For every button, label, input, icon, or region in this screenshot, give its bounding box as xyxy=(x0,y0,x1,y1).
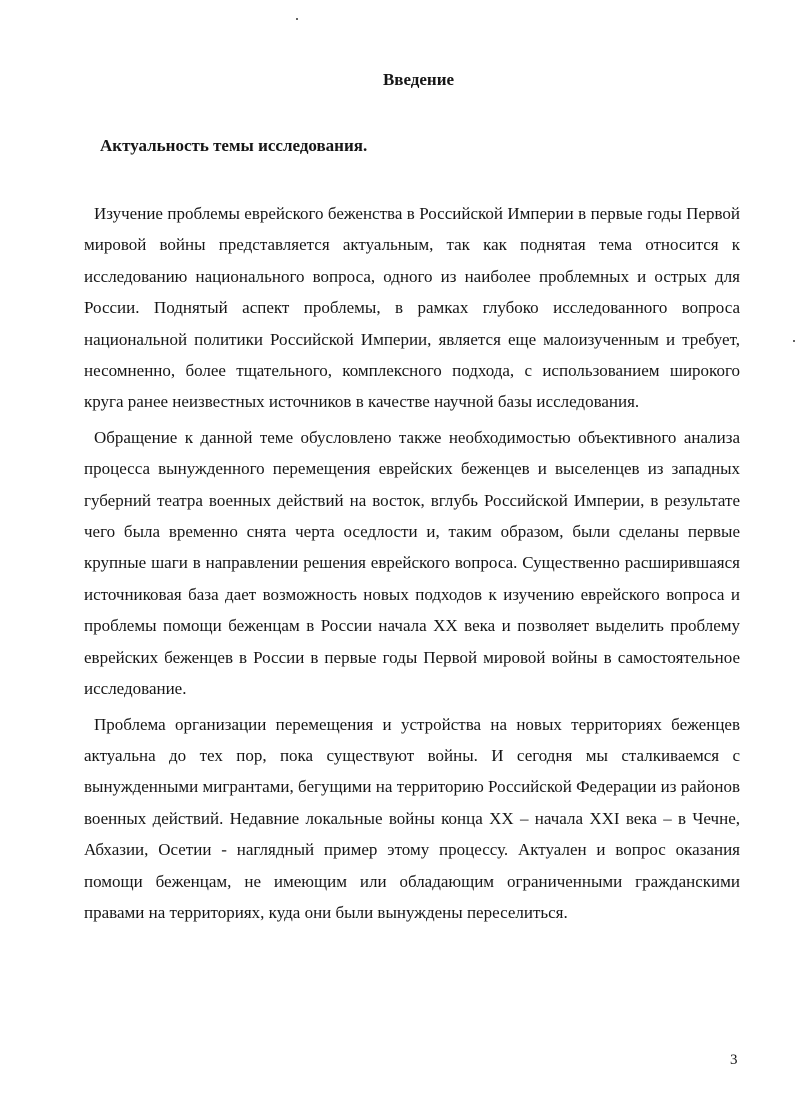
scan-speck xyxy=(296,18,298,20)
paragraph: Проблема организации перемещения и устройства на новых территориях беженцев актуальна до тех пор, пока существуют войны. И сегодня мы сталкиваемся с вынужденными мигрантами, бегущими на территорию Российской Федерации из районов военных действий. Недавние локальные войны конца XX – начала XXI века – в Чечне, Абхазии, Осетии - наглядный пример этому процессу. Актуален и вопрос оказания помощи беженцам, не имеющим или обладающим ограниченными гражданскими правами на территориях, куда они были вынуждены переселиться. xyxy=(84,714,740,922)
paragraph: Обращение к данной теме обусловлено также необходимостью объективного анализа процесса вынужденного перемещения еврейских беженцев и выселенцев из западных губерний театра военных действий на восток, вглубь Российской Империи, в результате чего была временно снята черта оседлости и, таким образом, были сделаны первые крупные шаги в направлении решения еврейского вопроса. Существенно расширившаяся источниковая база дает возможность новых подходов к изучению еврейского вопроса и проблемы помощи беженцам в России начала XX века и позволяет выделить проблему еврейских беженцев в России в первые годы Первой мировой войны в самостоятельное исследование. xyxy=(84,427,740,699)
section-heading: Актуальность темы исследования. xyxy=(100,136,368,155)
body-text xyxy=(84,198,740,928)
page-number: 3 xyxy=(730,1052,738,1068)
scan-speck xyxy=(793,340,795,342)
page-title: Введение xyxy=(382,70,455,89)
paragraph: Изучение проблемы еврейского беженства в Российской Империи в первые годы Первой мировой войны представляется актуальным, так как поднятая тема относится к исследованию национального вопроса, одного из наиболее проблемных и острых для России. Поднятый аспект проблемы, в рамках глубоко исследованного вопроса национальной политики Российской Империи, является еще малоизученным и требует, несомненно, более тщательного, комплексного подхода, с использованием широкого круга ранее неизвестных источников в качестве научной базы исследования. xyxy=(84,204,740,412)
